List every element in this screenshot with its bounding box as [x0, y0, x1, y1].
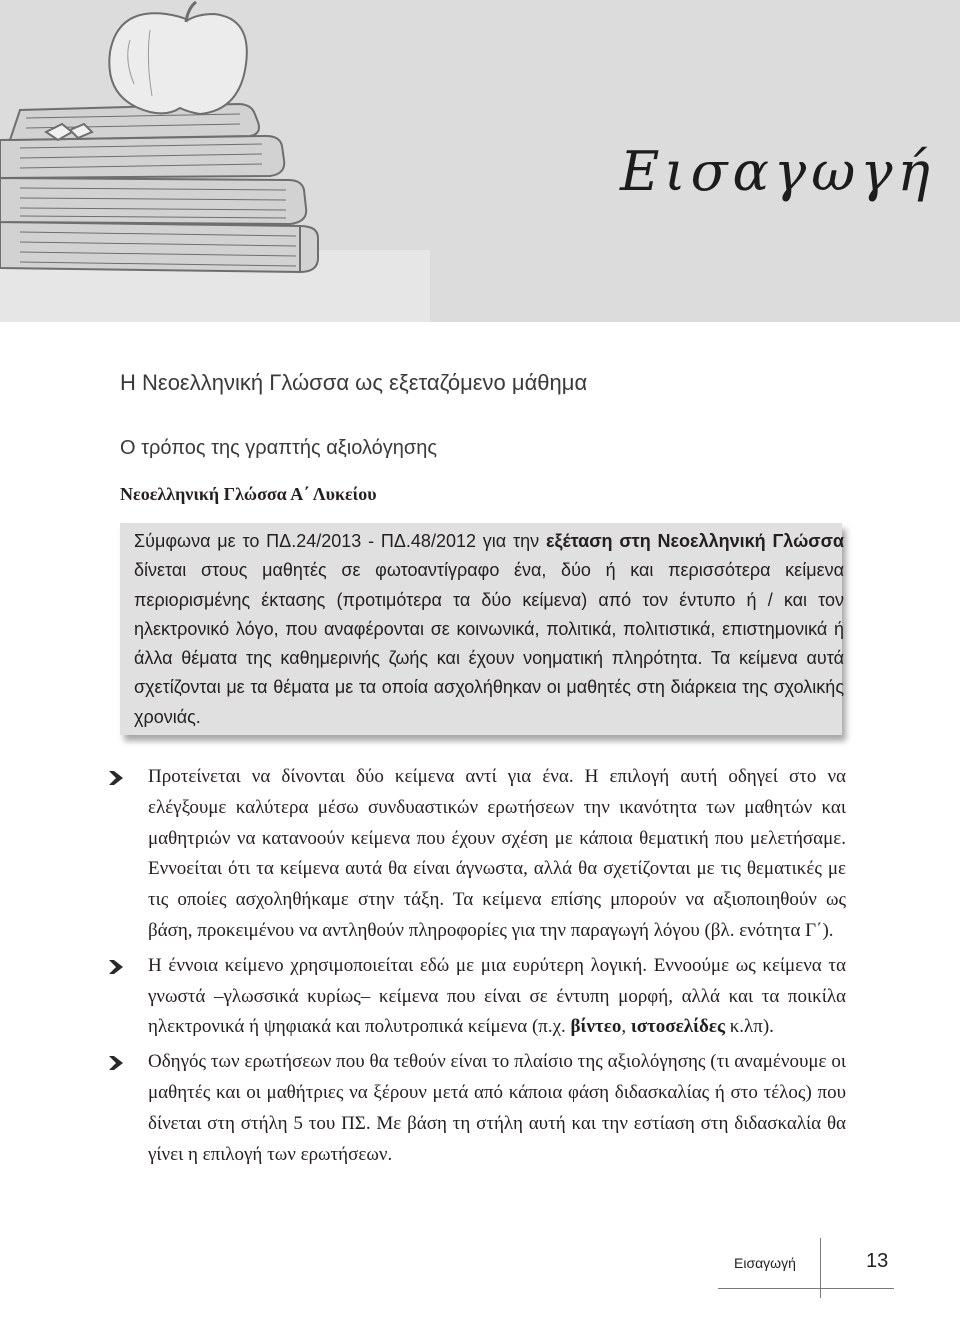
info-box-bold: εξέταση στη Νεοελληνική Γλώσσα	[545, 531, 844, 551]
footer-divider	[820, 1238, 821, 1298]
bullet-item	[106, 762, 846, 947]
bullet-list	[106, 762, 846, 1174]
section-heading: Η Νεοελληνική Γλώσσα ως εξεταζόμενο μάθημα	[120, 370, 588, 395]
arrow-bullet-icon	[108, 770, 124, 786]
bullet-text	[148, 951, 846, 1043]
info-box-text-end: δίνεται στους μαθητές σε φωτοαντίγραφο ένα, δύο ή και περισσότερα κείμενα περιορισμένης έκτασης (προτιμότερα τα δύο κείμενα) από τον έντυπο ή / και τον ηλεκτρονικό λόγο, που αναφέρονται σε κοινωνικά, πολιτικά, πολιτιστικά, επιστημονικά ή άλλα θέματα της καθημερινής ζωής και έχουν νοηματική πληρότητα. Τα κείμενα αυτά σχετίζονται με τα θέματα με τα οποία ασχολήθηκαν οι μαθητές στη διάρκεια της σχολικής χρονιάς.	[134, 560, 844, 727]
info-box-text-start: Σύμφωνα με το ΠΔ.24/2013 - ΠΔ.48/2012 για την	[134, 531, 546, 551]
chapter-title: Εισαγωγή	[620, 140, 935, 203]
bullet-item	[106, 1047, 846, 1170]
arrow-bullet-icon	[108, 959, 124, 975]
bullet-text: Προτείνεται να δίνονται δύο κείμενα αντί για ένα. Η επιλογή αυτή οδηγεί στο να ελέγξουμε καλύτερα μέσω συνδυαστικών ερωτήσεων την ικανότητα των μαθητών και μαθητριών να κατανοούν κείμενα που έχουν σχέση με κάποια θεματική που μελετήσαμε. Εννοείται ότι τα κείμενα αυτά θα είναι άγνωστα, αλλά θα σχετίζονται με τις θεματικές με τις οποίες ασχοληθήκαμε στην τάξη. Τα κείμενα επίσης μπορούν να αξιοποιηθούν ως βάση, προκειμένου να αντληθούν πληροφορίες για την παραγωγή λόγου (βλ. ενότητα Γ΄).	[148, 766, 846, 941]
info-box-text	[134, 527, 844, 732]
bullet-bold-video: βίντεο	[570, 1016, 622, 1038]
bullet-text-end: κ.λπ).	[724, 1016, 774, 1038]
bullet-sep: ,	[621, 1016, 631, 1038]
apple-books-illustration	[0, 0, 430, 322]
footer-rule	[718, 1288, 894, 1289]
subsection-heading: Ο τρόπος της γραπτής αξιολόγησης	[120, 437, 437, 459]
arrow-bullet-icon	[108, 1055, 124, 1071]
footer-section-label: Εισαγωγή	[734, 1255, 796, 1271]
bullet-bold-websites: ιστοσελίδες	[630, 1016, 725, 1038]
bullet-text-start: Η έννοια κείμενο χρησιμοποιείται εδώ με μια ευρύτερη λογική. Εννοούμε ως κείμενα τα γνωστά –γλωσσικά κυρίως– κείμενα που είναι σε έντυπη μορφή, αλλά και τα ποικίλα ηλεκτρονικά ή ψηφιακά και πολυτροπικά κείμενα (π.χ.	[148, 954, 846, 1038]
bullet-item	[106, 951, 846, 1043]
page-number: 13	[866, 1250, 889, 1272]
course-heading: Νεοελληνική Γλώσσα Α΄ Λυκείου	[120, 484, 377, 504]
bullet-text: Οδηγός των ερωτήσεων που θα τεθούν είναι το πλαίσιο της αξιολόγησης (τι αναμένουμε οι μαθητές και οι μαθήτριες να ξέρουν μετά από κάποια φάση διδασκαλίας ή στο τέλος) που δίνεται στη στήλη 5 του ΠΣ. Με βάση τη στήλη αυτή και την εστίαση στη διδασκαλία θα γίνει η επιλογή των ερωτήσεων.	[148, 1051, 846, 1165]
